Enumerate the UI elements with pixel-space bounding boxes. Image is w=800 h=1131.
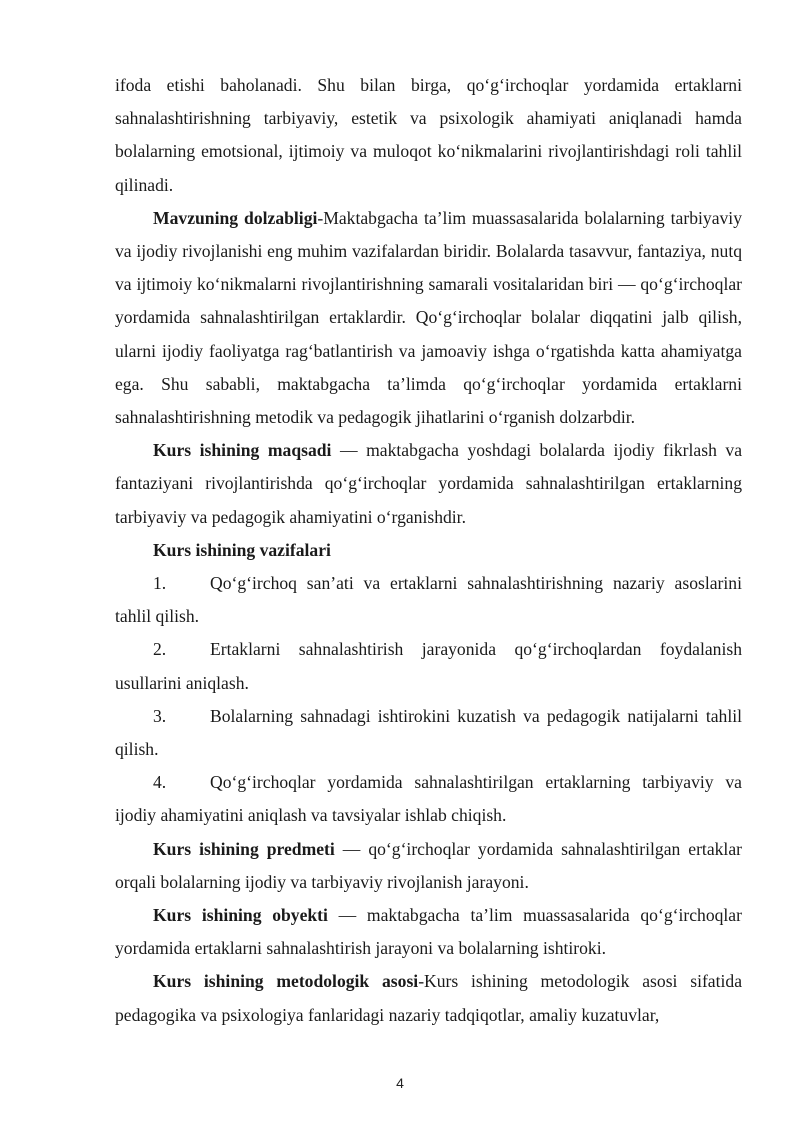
relevance-paragraph: [115, 202, 742, 434]
object-paragraph: [115, 899, 742, 965]
method-label: Kurs ishining metodologik asosi: [153, 971, 419, 992]
task-item: [115, 766, 742, 832]
intro-paragraph: ifoda etishi baholanadi. Shu bilan birga, qo‘g‘irchoqlar yordamida ertaklarni sahnalashtirishning tarbiyaviy, estetik va psixologik ahamiyati aniqlanadi hamda bolalarning emotsional, ijtimoiy va muloqot ko‘nikmalarini rivojlantirishdagi roli tahlil qilinadi.: [115, 75, 742, 195]
object-label: Kurs ishining obyekti: [153, 905, 328, 926]
task-text: Bolalarning sahnadagi ishtirokini kuzatish va pedagogik natijalarni tahlil qilish.: [115, 705, 742, 760]
task-number: 2.: [153, 639, 167, 660]
task-item: [115, 700, 742, 766]
object-text: — maktabgacha ta’lim muassasalarida qo‘g‘irchoqlar yordamida ertaklarni sahnalashtirish jarayoni va bolalarning ishtiroki.: [115, 905, 742, 959]
task-text: Qo‘g‘irchoq san’ati va ertaklarni sahnalashtirishning nazariy asoslarini tahlil qilish.: [115, 573, 742, 627]
method-text: -Kurs ishining metodologik asosi sifatida pedagogika va psixologiya fanlaridagi nazariy tadqiqotlar, amaliy kuzatuvlar,: [115, 971, 743, 1025]
task-number: 3.: [153, 705, 167, 726]
task-item: [115, 633, 742, 699]
task-number: 1.: [153, 573, 167, 594]
method-paragraph: [115, 965, 742, 1031]
page-number: 4: [396, 1075, 404, 1091]
body-text: [115, 69, 742, 1032]
subject-label: Kurs ishining predmeti: [153, 838, 335, 859]
subject-paragraph: [115, 833, 742, 899]
goal-paragraph: [115, 434, 742, 534]
tasks-heading: [115, 534, 742, 567]
relevance-label: Mavzuning dolzabligi: [153, 207, 318, 228]
task-text: Qo‘g‘irchoqlar yordamida sahnalashtirilgan ertaklarning tarbiyaviy va ijodiy ahamiyatini aniqlash va tavsiyalar ishlab chiqish.: [115, 772, 742, 826]
subject-text: — qo‘g‘irchoqlar yordamida sahnalashtirilgan ertaklar orqali bolalarning ijodiy va tarbiyaviy rivojlanish jarayoni.: [115, 838, 742, 892]
task-text: Ertaklarni sahnalashtirish jarayonida qo‘g‘irchoqlardan foydalanish usullarini aniqlash.: [115, 639, 742, 693]
task-item: [115, 567, 742, 633]
relevance-text: -Maktabgacha ta’lim muassasalarida bolalarning tarbiyaviy va ijodiy rivojlanishi eng muhim vazifalardan biridir. Bolalarda tasavvur, fantaziya, nutq va ijtimoiy ko‘nikmalarni rivojlantirishning samarali vositalaridan biri — qo‘g‘irchoqlar yordamida sahnalashtirilgan ertaklardir. Qo‘g‘irchoqlar bolalar diqqatini jalb qilish, ularni ijodiy faoliyatga rag‘batlantirish va jamoaviy ishga o‘rgatishda katta ahamiyatga ega. Shu sababli, maktabgacha ta’limda qo‘g‘irchoqlar yordamida ertaklarni sahnalashtirishning metodik va pedagogik jihatlarini o‘rganish dolzarbdir.: [115, 207, 742, 428]
goal-label: Kurs ishining maqsadi: [153, 440, 332, 461]
goal-text: — maktabgacha yoshdagi bolalarda ijodiy fikrlash va fantaziyani rivojlantirishda qo‘g‘irchoqlar yordamida sahnalashtirilgan ertaklarning tarbiyaviy va pedagogik ahamiyatini o‘rganishdir.: [115, 440, 743, 527]
tasks-label: Kurs ishining vazifalari: [153, 539, 331, 560]
task-number: 4.: [153, 772, 167, 793]
